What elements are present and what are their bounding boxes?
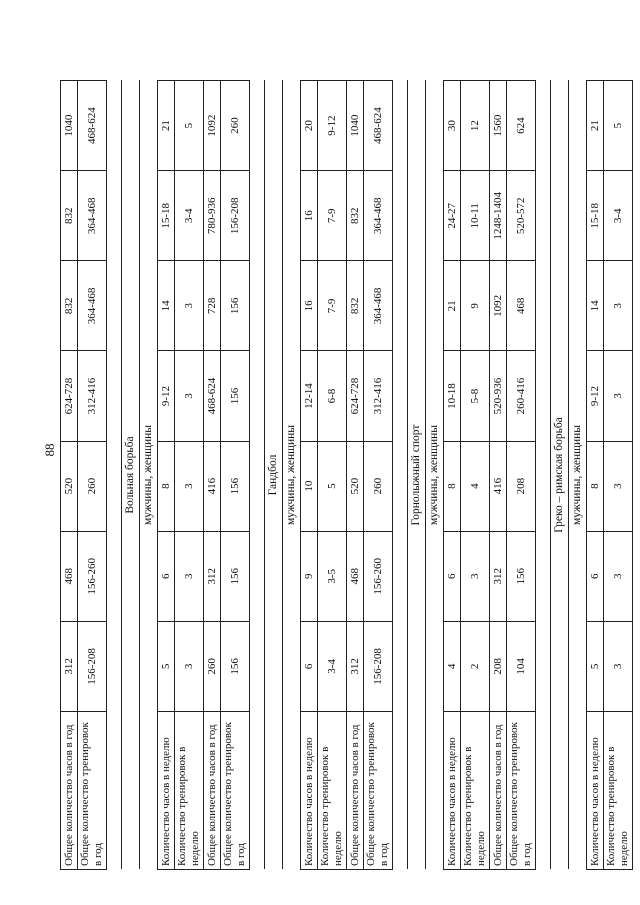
table-row: [158, 81, 175, 870]
value-cell: 260-416: [507, 351, 536, 441]
value-cell: 3: [175, 621, 204, 711]
section-subtitle: мужчины, женщины: [569, 81, 587, 870]
value-cell: 3: [604, 351, 633, 441]
value-cell: 16: [301, 171, 318, 261]
table-row: [78, 81, 107, 870]
value-cell: 468: [507, 261, 536, 351]
row-label: Общее количество тренировок в год: [364, 711, 393, 869]
row-label: Количество часов в неделю: [301, 711, 318, 869]
table-row: [507, 81, 536, 870]
value-cell: 156-260: [364, 531, 393, 621]
value-cell: 312: [204, 531, 221, 621]
row-label: Количество тренировок в неделю: [604, 711, 633, 869]
value-cell: 624-728: [61, 351, 78, 441]
value-cell: 1560: [490, 81, 507, 171]
value-cell: 21: [158, 81, 175, 171]
value-cell: 3: [604, 261, 633, 351]
row-label: Количество тренировок в неделю: [318, 711, 347, 869]
rotated-sheet: [60, 80, 640, 870]
value-cell: 156: [507, 531, 536, 621]
value-cell: 260: [204, 621, 221, 711]
value-cell: 6: [158, 531, 175, 621]
value-cell: 3-5: [318, 531, 347, 621]
value-cell: 312: [347, 621, 364, 711]
value-cell: 5: [158, 621, 175, 711]
value-cell: 364-468: [364, 261, 393, 351]
section-title: Гандбол: [265, 81, 283, 870]
value-cell: 5-8: [461, 351, 490, 441]
value-cell: 156: [221, 531, 250, 621]
value-cell: 30: [444, 81, 461, 171]
value-cell: 3: [461, 531, 490, 621]
row-label: Общее количество тренировок в год: [221, 711, 250, 869]
section-title: Греко – римская борьба: [551, 81, 569, 870]
value-cell: 2: [461, 621, 490, 711]
value-cell: 4: [444, 621, 461, 711]
value-cell: 3: [175, 351, 204, 441]
value-cell: 6: [444, 531, 461, 621]
section-title: Вольная борьба: [122, 81, 140, 870]
row-label: Общее количество тренировок в год: [507, 711, 536, 869]
value-cell: 10: [301, 441, 318, 531]
row-label: Общее количество часов в год: [347, 711, 364, 869]
value-cell: 12: [461, 81, 490, 171]
value-cell: 208: [507, 441, 536, 531]
table-row: [604, 81, 633, 870]
value-cell: 312: [61, 621, 78, 711]
value-cell: 4: [461, 441, 490, 531]
value-cell: 156-260: [78, 531, 107, 621]
value-cell: 21: [444, 261, 461, 351]
section-header-row: [140, 81, 158, 870]
value-cell: 1092: [204, 81, 221, 171]
value-cell: 1040: [61, 81, 78, 171]
value-cell: 1092: [490, 261, 507, 351]
value-cell: 832: [61, 171, 78, 261]
table-row: [364, 81, 393, 870]
value-cell: 520-572: [507, 171, 536, 261]
table-row: [461, 81, 490, 870]
value-cell: 9-12: [158, 351, 175, 441]
value-cell: 520-936: [490, 351, 507, 441]
value-cell: 468-624: [364, 81, 393, 171]
value-cell: 3: [604, 441, 633, 531]
value-cell: 3: [604, 531, 633, 621]
row-label: Общее количество часов в год: [61, 711, 78, 869]
value-cell: 5: [587, 621, 604, 711]
value-cell: 260: [221, 81, 250, 171]
value-cell: 364-468: [78, 261, 107, 351]
value-cell: 780-936: [204, 171, 221, 261]
table-row: [587, 81, 604, 870]
value-cell: 156-208: [364, 621, 393, 711]
value-cell: 3-4: [318, 621, 347, 711]
spacer-row: [393, 81, 408, 870]
section-header-row: [265, 81, 283, 870]
section-header-row: [122, 81, 140, 870]
training-table: [60, 80, 633, 870]
row-label: Количество часов в неделю: [444, 711, 461, 869]
value-cell: 416: [490, 441, 507, 531]
value-cell: 156: [221, 351, 250, 441]
section-header-row: [283, 81, 301, 870]
spacer-cell: [107, 81, 122, 870]
value-cell: 7-9: [318, 171, 347, 261]
value-cell: 9-12: [318, 81, 347, 171]
table-row: [221, 81, 250, 870]
table-row: [175, 81, 204, 870]
value-cell: 24-27: [444, 171, 461, 261]
page-number: 88: [42, 443, 57, 457]
section-header-row: [569, 81, 587, 870]
value-cell: 156: [221, 261, 250, 351]
section-header-row: [408, 81, 426, 870]
spacer-row: [536, 81, 551, 870]
table-body: [61, 81, 633, 870]
section-header-row: [551, 81, 569, 870]
value-cell: 10-18: [444, 351, 461, 441]
section-subtitle: мужчины, женщины: [140, 81, 158, 870]
value-cell: 3-4: [604, 171, 633, 261]
value-cell: 16: [301, 261, 318, 351]
value-cell: 21: [587, 81, 604, 171]
row-label: Количество тренировок в неделю: [175, 711, 204, 869]
value-cell: 7-9: [318, 261, 347, 351]
table-row: [347, 81, 364, 870]
value-cell: 208: [490, 621, 507, 711]
value-cell: 9: [461, 261, 490, 351]
value-cell: 5: [604, 81, 633, 171]
value-cell: 624: [507, 81, 536, 171]
value-cell: 260: [364, 441, 393, 531]
value-cell: 20: [301, 81, 318, 171]
value-cell: 312-416: [364, 351, 393, 441]
value-cell: 6: [301, 621, 318, 711]
spacer-cell: [250, 81, 265, 870]
table-row: [444, 81, 461, 870]
table-row: [490, 81, 507, 870]
section-header-row: [426, 81, 444, 870]
table-row: [301, 81, 318, 870]
value-cell: 14: [158, 261, 175, 351]
value-cell: 6: [587, 531, 604, 621]
value-cell: 468-624: [204, 351, 221, 441]
value-cell: 15-18: [158, 171, 175, 261]
value-cell: 6-8: [318, 351, 347, 441]
row-label: Количество тренировок в неделю: [461, 711, 490, 869]
value-cell: 364-468: [364, 171, 393, 261]
value-cell: 468: [61, 531, 78, 621]
value-cell: 12-14: [301, 351, 318, 441]
value-cell: 3: [175, 531, 204, 621]
section-subtitle: мужчины, женщины: [283, 81, 301, 870]
value-cell: 416: [204, 441, 221, 531]
value-cell: 8: [158, 441, 175, 531]
section-subtitle: мужчины, женщины: [426, 81, 444, 870]
value-cell: 156-208: [221, 171, 250, 261]
value-cell: 312-416: [78, 351, 107, 441]
value-cell: 832: [347, 261, 364, 351]
spacer-cell: [393, 81, 408, 870]
value-cell: 832: [347, 171, 364, 261]
value-cell: 3: [604, 621, 633, 711]
value-cell: 14: [587, 261, 604, 351]
value-cell: 10-11: [461, 171, 490, 261]
section-title: Горнолыжный спорт: [408, 81, 426, 870]
value-cell: 520: [347, 441, 364, 531]
row-label: Общее количество часов в год: [204, 711, 221, 869]
spacer-row: [250, 81, 265, 870]
value-cell: 1040: [347, 81, 364, 171]
value-cell: 468: [347, 531, 364, 621]
value-cell: 3-4: [175, 171, 204, 261]
value-cell: 5: [175, 81, 204, 171]
value-cell: 104: [507, 621, 536, 711]
value-cell: 312: [490, 531, 507, 621]
value-cell: 624-728: [347, 351, 364, 441]
value-cell: 15-18: [587, 171, 604, 261]
row-label: Количество часов в неделю: [587, 711, 604, 869]
table-row: [61, 81, 78, 870]
value-cell: 832: [61, 261, 78, 351]
value-cell: 9: [301, 531, 318, 621]
value-cell: 5: [318, 441, 347, 531]
value-cell: 156-208: [78, 621, 107, 711]
row-label: Количество часов в неделю: [158, 711, 175, 869]
value-cell: 156: [221, 441, 250, 531]
value-cell: 728: [204, 261, 221, 351]
value-cell: 3: [175, 261, 204, 351]
value-cell: 8: [587, 441, 604, 531]
value-cell: 364-468: [78, 171, 107, 261]
value-cell: 3: [175, 441, 204, 531]
spacer-row: [107, 81, 122, 870]
table-row: [204, 81, 221, 870]
value-cell: 468-624: [78, 81, 107, 171]
table-row: [318, 81, 347, 870]
row-label: Общее количество тренировок в год: [78, 711, 107, 869]
value-cell: 1248-1404: [490, 171, 507, 261]
value-cell: 156: [221, 621, 250, 711]
spacer-cell: [536, 81, 551, 870]
value-cell: 520: [61, 441, 78, 531]
row-label: Общее количество часов в год: [490, 711, 507, 869]
value-cell: 8: [444, 441, 461, 531]
value-cell: 9-12: [587, 351, 604, 441]
value-cell: 260: [78, 441, 107, 531]
